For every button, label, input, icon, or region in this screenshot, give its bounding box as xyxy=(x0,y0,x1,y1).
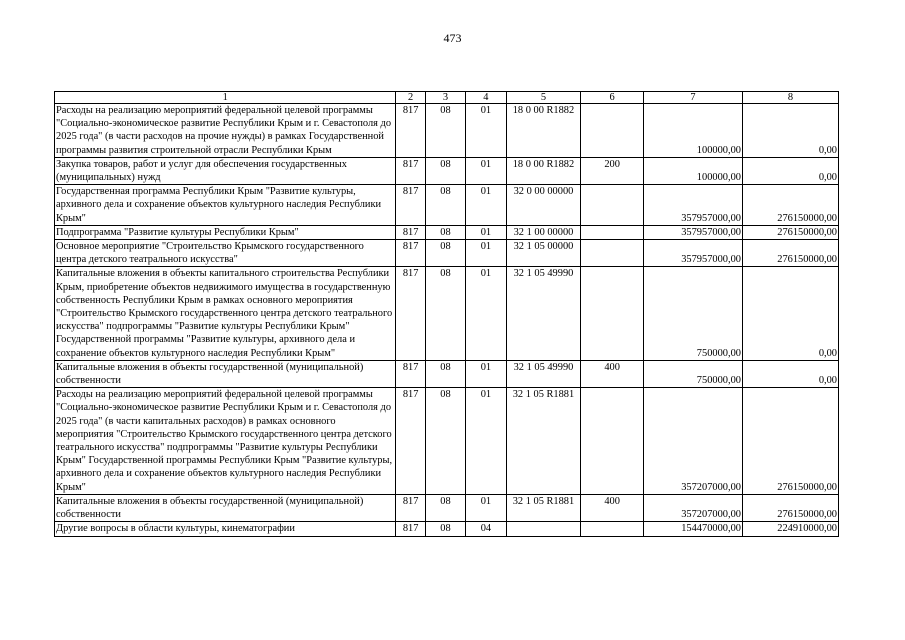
amount-year2-cell: 0,00 xyxy=(742,267,838,360)
column-header: 4 xyxy=(466,92,506,104)
amount-year1-cell: 357957000,00 xyxy=(643,185,742,226)
expense-name-cell: Капитальные вложения в объекты государственной (муниципальной) собственности xyxy=(55,494,396,521)
amount-year2-cell: 224910000,00 xyxy=(742,522,838,536)
expense-type-cell xyxy=(581,267,644,360)
subsection-code-cell: 01 xyxy=(466,225,506,239)
target-article-cell xyxy=(506,522,581,536)
expense-type-cell xyxy=(581,225,644,239)
expense-name-cell: Другие вопросы в области культуры, кинематографии xyxy=(55,522,396,536)
expense-name-cell: Государственная программа Республики Крым "Развитие культуры, архивного дела и сохранение объектов культурного наследия Республики Крым" xyxy=(55,185,396,226)
expense-type-cell xyxy=(581,522,644,536)
ministry-code-cell: 817 xyxy=(396,104,425,158)
subsection-code-cell: 01 xyxy=(466,494,506,521)
table-row xyxy=(55,104,839,158)
amount-year1-cell: 357207000,00 xyxy=(643,494,742,521)
table-row xyxy=(55,388,839,495)
section-code-cell: 08 xyxy=(425,360,465,387)
ministry-code-cell: 817 xyxy=(396,225,425,239)
target-article-cell: 32 1 00 00000 xyxy=(506,225,581,239)
ministry-code-cell: 817 xyxy=(396,494,425,521)
table-row xyxy=(55,522,839,536)
target-article-cell: 32 1 05 R1881 xyxy=(506,388,581,495)
table-row xyxy=(55,225,839,239)
amount-year2-cell: 0,00 xyxy=(742,157,838,184)
amount-year1-cell: 750000,00 xyxy=(643,360,742,387)
page-number: 473 xyxy=(443,31,462,45)
ministry-code-cell: 817 xyxy=(396,360,425,387)
target-article-cell: 32 1 05 R1881 xyxy=(506,494,581,521)
amount-year1-cell: 154470000,00 xyxy=(643,522,742,536)
amount-year1-cell: 357957000,00 xyxy=(643,240,742,267)
amount-year2-cell: 276150000,00 xyxy=(742,240,838,267)
expense-type-cell xyxy=(581,185,644,226)
expense-name-cell: Закупка товаров, работ и услуг для обеспечения государственных (муниципальных) нужд xyxy=(55,157,396,184)
amount-year1-cell: 357957000,00 xyxy=(643,225,742,239)
section-code-cell: 08 xyxy=(425,494,465,521)
section-code-cell: 08 xyxy=(425,104,465,158)
column-header: 3 xyxy=(425,92,465,104)
subsection-code-cell: 01 xyxy=(466,240,506,267)
expense-name-cell: Расходы на реализацию мероприятий федеральной целевой программы "Социально-экономическое развитие Республики Крым и г. Севастополя до 2025 года" (в части капитальных расходов) в рамках основного мероприятия "Строительство Крымского государственного центра детского театрального искусства" подпрограммы "Развитие культуры Республики Крым" Государственной программы Республики Крым "Развитие культуры, архивного дела и сохранение объектов культурного наследия Республики Крым" xyxy=(55,388,396,495)
amount-year2-cell: 0,00 xyxy=(742,360,838,387)
table-row xyxy=(55,240,839,267)
amount-year2-cell: 276150000,00 xyxy=(742,185,838,226)
expense-name-cell: Основное мероприятие "Строительство Крымского государственного центра детского театрального искусства" xyxy=(55,240,396,267)
expense-type-cell xyxy=(581,104,644,158)
column-header: 8 xyxy=(742,92,838,104)
section-code-cell: 08 xyxy=(425,388,465,495)
section-code-cell: 08 xyxy=(425,157,465,184)
ministry-code-cell: 817 xyxy=(396,388,425,495)
expense-name-cell: Расходы на реализацию мероприятий федеральной целевой программы "Социально-экономическое развитие Республики Крым и г. Севастополя до 2025 года" (в части расходов на прочие нужды) в рамках Государственной программы развития строительной отрасли Республики Крым xyxy=(55,104,396,158)
amount-year2-cell: 276150000,00 xyxy=(742,494,838,521)
ministry-code-cell: 817 xyxy=(396,240,425,267)
target-article-cell: 32 1 05 00000 xyxy=(506,240,581,267)
column-header: 7 xyxy=(643,92,742,104)
section-code-cell: 08 xyxy=(425,240,465,267)
amount-year1-cell: 357207000,00 xyxy=(643,388,742,495)
expense-type-cell: 400 xyxy=(581,494,644,521)
expense-type-cell xyxy=(581,388,644,495)
expense-type-cell: 200 xyxy=(581,157,644,184)
target-article-cell: 32 1 05 49990 xyxy=(506,267,581,360)
expense-type-cell xyxy=(581,240,644,267)
section-code-cell: 08 xyxy=(425,225,465,239)
target-article-cell: 32 1 05 49990 xyxy=(506,360,581,387)
table-row xyxy=(55,157,839,184)
column-header: 2 xyxy=(396,92,425,104)
expense-name-cell: Подпрограмма "Развитие культуры Республики Крым" xyxy=(55,225,396,239)
table-row xyxy=(55,494,839,521)
target-article-cell: 18 0 00 R1882 xyxy=(506,104,581,158)
subsection-code-cell: 01 xyxy=(466,104,506,158)
subsection-code-cell: 01 xyxy=(466,388,506,495)
section-code-cell: 08 xyxy=(425,267,465,360)
subsection-code-cell: 01 xyxy=(466,157,506,184)
subsection-code-cell: 04 xyxy=(466,522,506,536)
ministry-code-cell: 817 xyxy=(396,185,425,226)
section-code-cell: 08 xyxy=(425,522,465,536)
table-header-row xyxy=(55,92,839,104)
table-row xyxy=(55,185,839,226)
amount-year1-cell: 100000,00 xyxy=(643,104,742,158)
column-header: 1 xyxy=(55,92,396,104)
subsection-code-cell: 01 xyxy=(466,360,506,387)
amount-year2-cell: 276150000,00 xyxy=(742,388,838,495)
subsection-code-cell: 01 xyxy=(466,185,506,226)
amount-year1-cell: 750000,00 xyxy=(643,267,742,360)
budget-table xyxy=(54,91,839,537)
column-header: 6 xyxy=(581,92,644,104)
expense-type-cell: 400 xyxy=(581,360,644,387)
table-row xyxy=(55,267,839,360)
ministry-code-cell: 817 xyxy=(396,157,425,184)
expense-name-cell: Капитальные вложения в объекты государственной (муниципальной) собственности xyxy=(55,360,396,387)
ministry-code-cell: 817 xyxy=(396,267,425,360)
table-row xyxy=(55,360,839,387)
column-header: 5 xyxy=(506,92,581,104)
target-article-cell: 18 0 00 R1882 xyxy=(506,157,581,184)
amount-year2-cell: 0,00 xyxy=(742,104,838,158)
amount-year1-cell: 100000,00 xyxy=(643,157,742,184)
ministry-code-cell: 817 xyxy=(396,522,425,536)
amount-year2-cell: 276150000,00 xyxy=(742,225,838,239)
subsection-code-cell: 01 xyxy=(466,267,506,360)
section-code-cell: 08 xyxy=(425,185,465,226)
target-article-cell: 32 0 00 00000 xyxy=(506,185,581,226)
expense-name-cell: Капитальные вложения в объекты капитального строительства Республики Крым, приобретение объектов недвижимого имущества в государственную собственность Республики Крым в рамках основного мероприятия "Строительство Крымского государственного центра детского театрального искусства" подпрограммы "Развитие культуры Республики Крым" Государственной программы "Развитие культуры, архивного дела и сохранение объектов культурного наследия Республики Крым" xyxy=(55,267,396,360)
